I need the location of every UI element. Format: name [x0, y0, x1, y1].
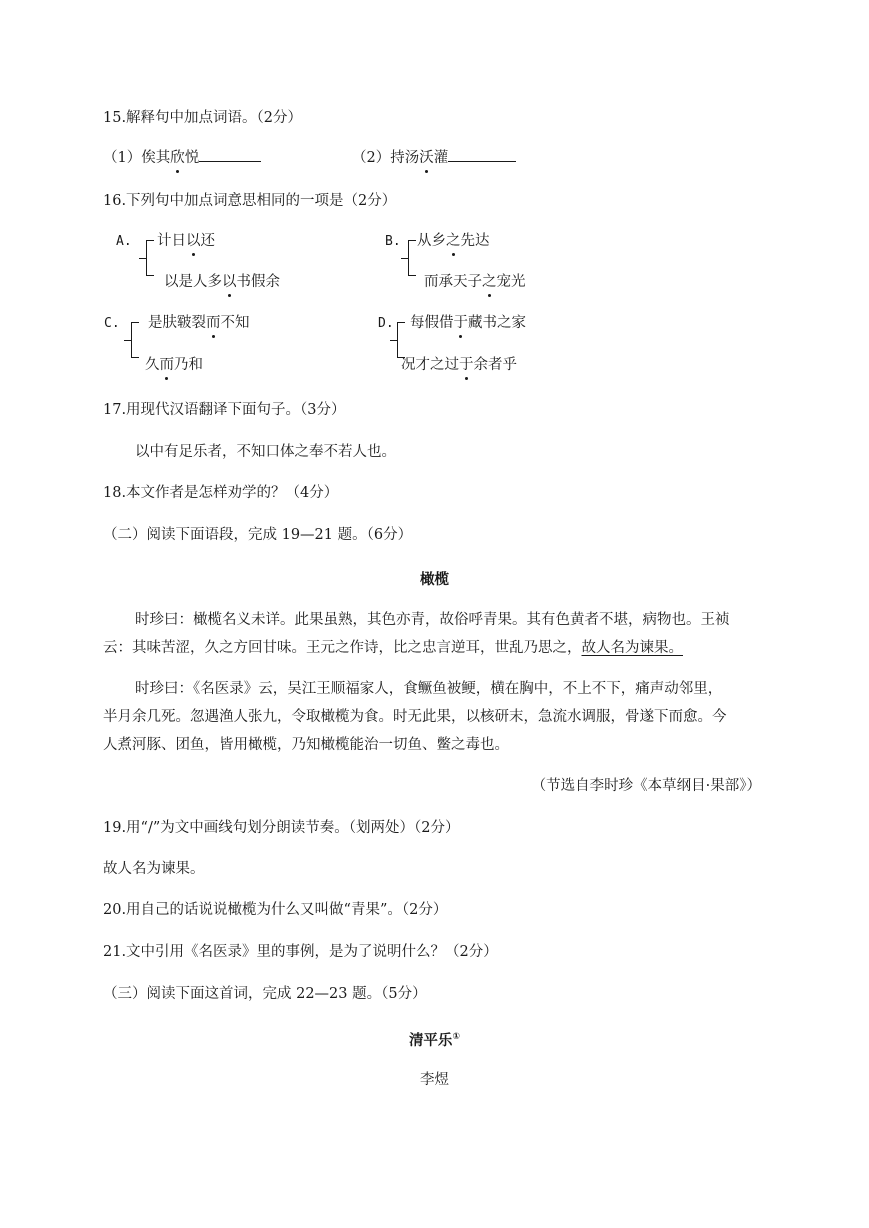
q16-prompt: 16.下列句中加点词意思相同的一项是（2分） [103, 193, 397, 209]
dotted-char: 于 [459, 357, 474, 373]
footnote-mark: ① [452, 1032, 461, 1042]
q15-prompt: 15.解释句中加点词语。（2分） [103, 110, 303, 126]
q17-prompt: 17.用现代汉语翻译下面句子。（3分） [103, 402, 346, 418]
option-d-label: D. [378, 316, 394, 331]
option-d-line-2: 况才之过于余者乎 [401, 357, 517, 373]
poem-author: 李煜 [420, 1072, 449, 1088]
q20-prompt: 20.用自己的话说说橄榄为什么又叫做“青果”。（2分） [103, 902, 448, 918]
option-d-brace [397, 322, 406, 358]
option-b-line-1: 从乡之先达 [417, 233, 490, 249]
poem-title: 清平乐① [408, 1032, 461, 1049]
option-a-line-2: 以是人多以书假余 [164, 274, 280, 290]
answer-blank[interactable] [199, 147, 261, 162]
q18-prompt: 18.本文作者是怎样劝学的？（4分） [103, 485, 339, 501]
passage-p2-line-2: 半月余几死。忽遇渔人张九，令取橄榄为食。时无此果，以核研末，急流水调服，骨遂下而愈。今 [103, 709, 727, 725]
option-b-line-2: 而承天子之宠光 [424, 274, 526, 290]
q15-item-1: （1）俟其欣悦 [103, 147, 261, 168]
passage-source: （节选自李时珍《本草纲目·果部》） [531, 778, 761, 794]
option-a-label: A. [116, 234, 132, 249]
passage-p2-line-3: 人煮河豚、团鱼，皆用橄榄，乃知橄榄能治一切鱼、鳖之毒也。 [103, 737, 509, 753]
q19-prompt: 19.用“/”为文中画线句划分朗读节奏。（划两处）（2分） [103, 820, 460, 836]
dotted-char: 而 [206, 315, 221, 331]
passage-p2-line-1: 时珍曰：《名医录》云，吴江王顺福家人，食鳜鱼被鲠，横在胸中，不上不下，痛声动邻里， [135, 681, 723, 697]
dotted-char: 而 [159, 357, 174, 373]
dotted-char: 沃 [419, 150, 434, 166]
part2-heading: （二）阅读下面语段，完成 19—21 题。（6分） [103, 527, 413, 543]
option-c-label: C. [104, 316, 120, 331]
option-d-line-1: 每假借于藏书之家 [410, 315, 526, 331]
part3-heading: （三）阅读下面这首词，完成 22—23 题。（5分） [103, 986, 427, 1002]
underlined-sentence: 故人名为谏果。 [581, 640, 683, 656]
dotted-char: 以 [186, 233, 201, 249]
option-a-line-1: 计日以还 [157, 233, 215, 249]
answer-blank[interactable] [448, 147, 516, 162]
dotted-char: 欣 [170, 150, 185, 166]
option-b-label: B. [385, 234, 401, 249]
option-b-brace [408, 240, 417, 276]
q17-sentence: 以中有足乐者，不知口体之奉不若人也。 [135, 444, 396, 460]
passage-p1-line-1: 时珍曰：橄榄名义未详。此果虽熟，其色亦青，故俗呼青果。其有色黄者不堪，病物也。王祯 [135, 612, 730, 628]
dotted-char: 以 [222, 274, 237, 290]
dotted-char: 之 [446, 233, 461, 249]
q21-prompt: 21.文中引用《名医录》里的事例，是为了说明什么？（2分） [103, 944, 498, 960]
option-c-brace [131, 322, 140, 358]
option-a-brace [146, 240, 155, 276]
q15-item-2: （2）持汤沃灌 [352, 147, 516, 168]
option-c-line-2: 久而乃和 [145, 357, 203, 373]
q19-sentence: 故人名为谏果。 [103, 861, 205, 877]
dotted-char: 之 [482, 274, 497, 290]
dotted-char: 于 [453, 315, 468, 331]
option-c-line-1: 是肤皲裂而不知 [148, 315, 250, 331]
passage-p1-line-2: 云：其味苦涩，久之方回甘味。王元之作诗，比之忠言逆耳，世乱乃思之，故人名为谏果。 [103, 640, 683, 656]
passage-title: 橄榄 [420, 572, 449, 588]
